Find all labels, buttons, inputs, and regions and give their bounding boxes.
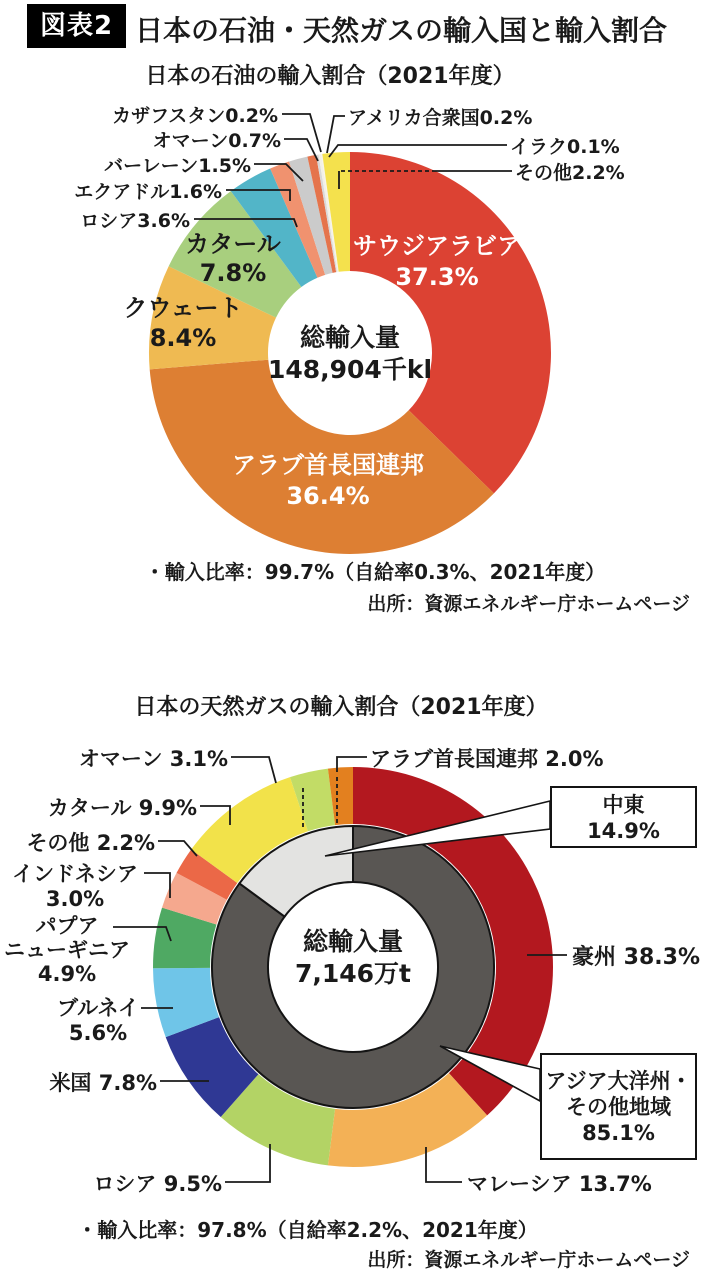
label-line: マレーシア 13.7% xyxy=(467,1172,652,1196)
label-line: 豪州 38.3% xyxy=(572,945,700,970)
oil-pie-label-kazakhstan xyxy=(112,104,278,128)
gas-leader-line-11 xyxy=(426,1147,462,1182)
gas-leader-line-0 xyxy=(231,757,276,783)
label-line: ロシア 9.5% xyxy=(93,1172,222,1196)
asia-oceania-callout-box xyxy=(540,1053,697,1160)
label-line: 36.4% xyxy=(286,482,370,510)
label-line: その他 2.2% xyxy=(26,831,155,855)
label-line: クウェート xyxy=(123,294,243,322)
callout-box-line: その他地域 xyxy=(566,1095,671,1119)
label-line: サウジアラビア xyxy=(353,232,521,260)
label-line: バーレーン1.5% xyxy=(104,155,251,177)
oil-total-import xyxy=(268,322,432,386)
gas-pie-label-malaysia xyxy=(467,1171,652,1197)
gas-leader-line-10 xyxy=(225,1144,270,1182)
label-line: 7.8% xyxy=(199,259,267,287)
label-line: 8.4% xyxy=(149,324,217,352)
oil-pie-label-bahrain xyxy=(104,154,251,178)
label-line: カザフスタン0.2% xyxy=(112,105,278,127)
gas-source-credit: 出所：資源エネルギー庁ホームページ xyxy=(367,1249,690,1269)
gas-pie-label-russia xyxy=(93,1171,222,1197)
oil-pie-label-ecuador xyxy=(74,180,222,204)
label-line: 37.3% xyxy=(395,263,479,291)
label-line: アラブ首長国連邦 2.0% xyxy=(370,747,604,771)
oil-source-credit: 出所：資源エネルギー庁ホームページ xyxy=(367,593,690,615)
figure-number-badge: 図表2 xyxy=(27,4,126,48)
gas-leader-line-6 xyxy=(144,873,170,898)
oil-pie-label-usa xyxy=(348,106,532,130)
callout-box-line: 85.1% xyxy=(582,1121,655,1145)
gas-pie-label-qatar xyxy=(48,795,197,821)
label-line: エクアドル1.6% xyxy=(74,181,222,203)
gas-pie-label-australia xyxy=(572,944,700,971)
page-title: 日本の石油・天然ガスの輸入国と輸入割合 xyxy=(135,14,668,47)
gas-import-ratio-note: ・輸入比率：97.8%（自給率2.2%、2021年度） xyxy=(77,1218,538,1242)
label-line: パプア xyxy=(35,914,99,938)
oil-leader-line-0 xyxy=(282,114,321,152)
oil-pie-label-iraq xyxy=(510,135,620,159)
oil-pie-label-russia xyxy=(80,209,190,233)
oil-pie-label-uae xyxy=(232,450,424,512)
label-line: アメリカ合衆国0.2% xyxy=(348,107,533,129)
oil-chart-title: 日本の石油の輸入割合（2021年度） xyxy=(145,64,515,89)
callout-box-line: アジア大洋州・ xyxy=(545,1069,692,1093)
label-line: 5.6% xyxy=(68,1021,128,1045)
gas-pie-label-indonesia xyxy=(12,862,138,912)
label-line: オマーン 3.1% xyxy=(78,747,228,771)
gas-pie-label-png xyxy=(4,914,130,986)
callout-box-line: 14.9% xyxy=(587,819,660,843)
label-line: 米国 7.8% xyxy=(49,1071,157,1095)
label-line: インドネシア xyxy=(12,862,138,886)
oil-total-label: 総輸入量 xyxy=(299,323,401,352)
oil-pie-label-oman xyxy=(153,129,281,153)
gas-pie-label-uae xyxy=(370,746,604,772)
oil-pie-label-saudi-arabia xyxy=(353,231,521,293)
label-line: ロシア3.6% xyxy=(80,210,190,232)
label-line: ニューギニア xyxy=(4,938,130,962)
label-line: 4.9% xyxy=(37,962,97,986)
label-line: その他2.2% xyxy=(515,162,625,184)
gas-total-label: 総輸入量 xyxy=(302,927,403,956)
label-line: カタール 9.9% xyxy=(47,796,197,820)
gas-pie-label-others xyxy=(26,830,155,856)
oil-import-ratio-note: ・輸入比率：99.7%（自給率0.3%、2021年度） xyxy=(144,560,606,584)
oil-pie-label-qatar xyxy=(185,230,281,288)
label-line: オマーン0.7% xyxy=(152,130,281,152)
label-line: イラク0.1% xyxy=(510,136,620,158)
gas-total-import xyxy=(295,926,411,990)
label-line: カタール xyxy=(185,230,281,258)
label-line: ブルネイ xyxy=(56,996,140,1020)
label-line: 3.0% xyxy=(45,887,105,911)
oil-total-value: 148,904千kl xyxy=(267,355,433,384)
middle-east-callout-box xyxy=(550,786,697,848)
callout-box-line: 中東 xyxy=(602,793,645,817)
label-line: アラブ首長国連邦 xyxy=(232,451,424,479)
gas-pie-label-brunei xyxy=(57,996,139,1046)
gas-pie-label-usa xyxy=(49,1070,157,1096)
oil-pie-label-others xyxy=(515,161,625,185)
gas-total-value: 7,146万t xyxy=(294,959,412,988)
gas-chart-title: 日本の天然ガスの輸入割合（2021年度） xyxy=(134,695,548,720)
gas-pie-label-oman xyxy=(79,746,228,772)
oil-pie-label-kuwait xyxy=(123,293,242,353)
